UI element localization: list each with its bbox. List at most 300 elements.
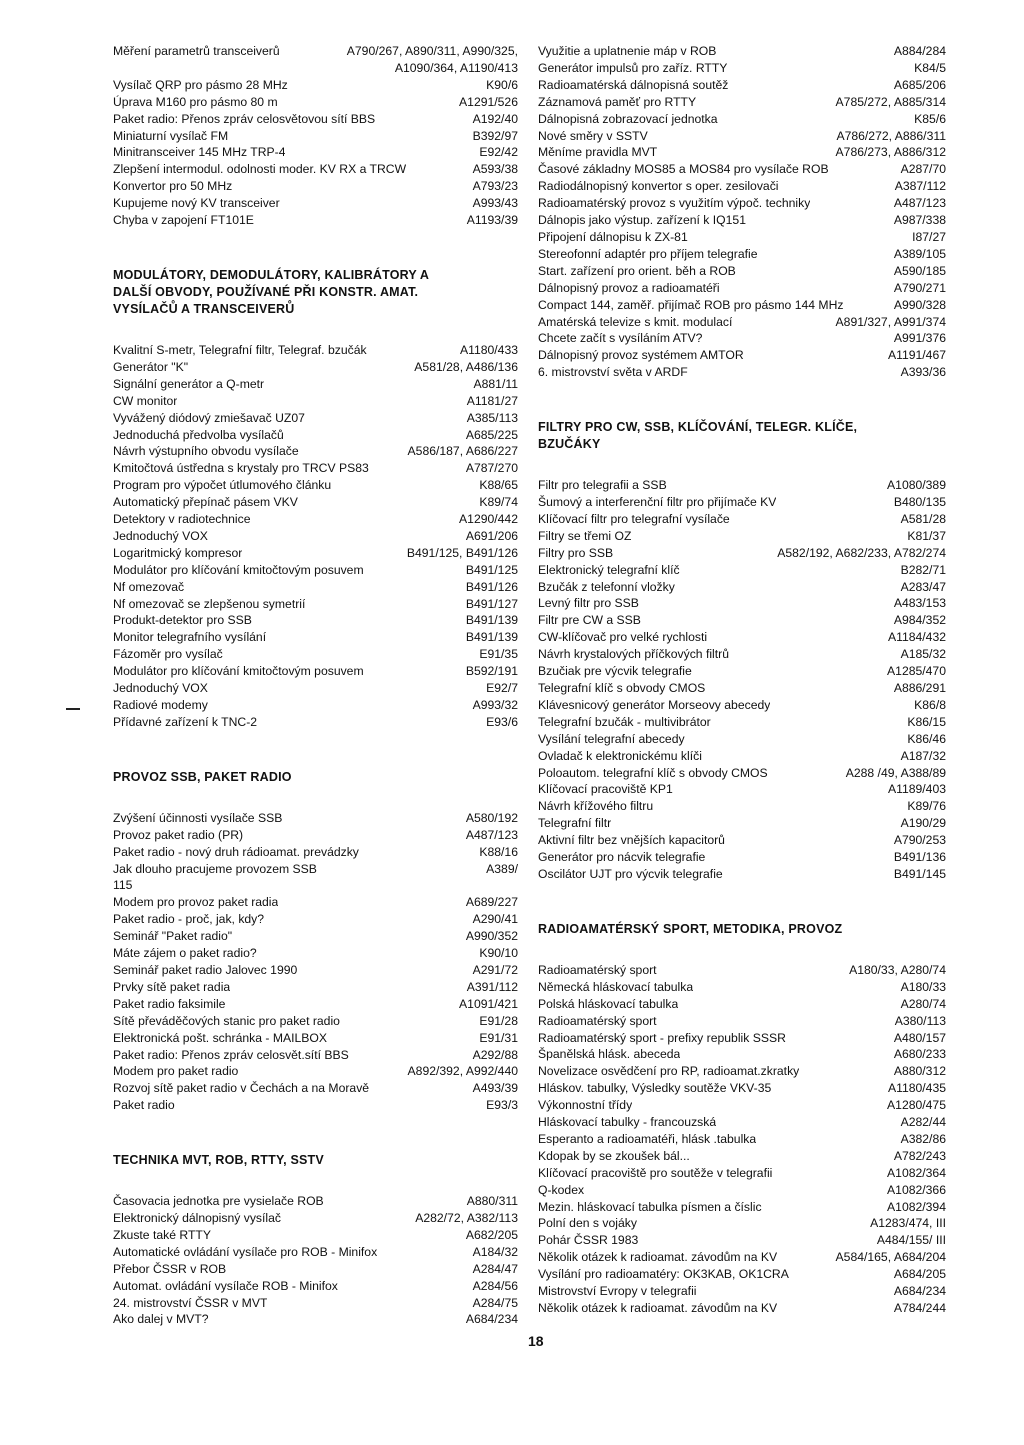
entry-title: Polská hláskovací tabulka [538, 996, 679, 1011]
left-column [113, 43, 518, 1328]
entry-title: Prvky sítě paket radia [113, 979, 231, 994]
entry-title: 24. mistrovství ČSSR v MVT [113, 1295, 268, 1310]
entry-reference: B282/71 [900, 562, 946, 577]
entry-reference: A282/72, A382/113 [415, 1211, 518, 1226]
index-entry [113, 545, 518, 562]
index-entry [113, 697, 518, 714]
index-entry [538, 849, 946, 866]
index-section [113, 769, 518, 1114]
entry-title: CW-klíčovač pro velké rychlosti [538, 630, 708, 645]
entry-reference: K86/8 [914, 697, 946, 712]
index-entry [538, 1215, 946, 1232]
entry-title: Paket radio - proč, jak, kdy? [113, 912, 265, 927]
entry-reference: A790/253 [893, 833, 946, 848]
entry-reference: A282/44 [900, 1115, 946, 1130]
index-entry [538, 511, 946, 528]
index-entry [113, 1013, 518, 1030]
index-entry [113, 477, 518, 494]
index-entry [538, 1148, 946, 1165]
entry-reference: A1184/432 [887, 630, 946, 645]
entry-reference: K85/6 [914, 111, 946, 126]
entry-title: Modulátor pro klíčování kmitočtovým posuvem [113, 562, 364, 577]
index-entry [538, 996, 946, 1013]
entry-reference: A990/352 [465, 929, 518, 944]
entry-title: Poloautom. telegrafní klíč s obvody CMOS [538, 765, 768, 780]
entry-list [538, 962, 946, 1317]
section-heading-line: BZUČÁKY [538, 437, 601, 452]
entry-reference: A290/41 [472, 912, 518, 927]
entry-list [113, 342, 518, 731]
entry-reference: A292/88 [472, 1047, 518, 1062]
entry-title: Polní den s vojáky [538, 1216, 637, 1231]
section-heading-line: PROVOZ SSB, PAKET RADIO [113, 769, 292, 784]
index-entry [538, 714, 946, 731]
entry-title: Telegrafní klíč s obvody CMOS [538, 681, 706, 695]
index-entry [113, 911, 518, 928]
entry-reference: A387/112 [894, 179, 946, 194]
entry-title: Využitie a uplatnenie máp v ROB [538, 44, 717, 58]
entry-title: Výkonnostní třídy [538, 1098, 633, 1113]
entry-title: Radioamatérská dálnopisná soutěž [538, 77, 729, 92]
entry-reference: B392/97 [472, 128, 518, 143]
index-entry [538, 1300, 946, 1317]
entry-title: Dálnopisný provoz systémem AMTOR [538, 348, 744, 363]
entry-title: Automatické ovládání vysílače pro ROB - Minifox [113, 1244, 378, 1259]
entry-title: Logaritmický kompresor [113, 545, 243, 560]
entry-reference: A1082/394 [887, 1199, 946, 1214]
entry-title: Časovacia jednotka pre vysielače ROB [113, 1194, 324, 1209]
entry-title: Seminář "Paket radio" [113, 929, 233, 944]
entry-reference: A790/271 [893, 280, 946, 295]
entry-title: CW monitor [113, 393, 178, 408]
entry-reference: A180/33, A280/74 [849, 962, 946, 977]
index-entry [113, 979, 518, 996]
index-entry [538, 815, 946, 832]
entry-title: Stereofonní adaptér pro příjem telegrafie [538, 246, 758, 261]
index-entry [538, 646, 946, 663]
index-entry [113, 844, 518, 861]
entry-title: Sítě převáděčových stanic pro paket radio [113, 1013, 340, 1028]
right-column [538, 43, 946, 1317]
index-entry [538, 748, 946, 765]
entry-title: Měření parametrů transceiverů [113, 44, 280, 58]
entry-reference: A880/311 [466, 1194, 518, 1209]
entry-title: Chcete začít s vysíláním ATV? [538, 331, 703, 346]
entry-title: Generátor impulsů pro zaříz. RTTY [538, 60, 728, 75]
index-entry [538, 545, 946, 562]
entry-reference: A684/234 [465, 1312, 518, 1327]
entry-reference: A581/28, A486/136 [414, 359, 518, 374]
entry-title: Aktivní filtr bez vnějších kapacitorů [538, 833, 725, 848]
index-entry [113, 460, 518, 477]
entry-reference: A1189/403 [887, 782, 946, 797]
entry-reference: A786/272, A886/311 [836, 128, 946, 143]
entry-reference: A793/23 [472, 179, 518, 194]
entry-title: Filtr pre CW a SSB [538, 613, 641, 628]
entry-reference: A1285/470 [887, 664, 946, 679]
entry-reference: A493/39 [472, 1081, 518, 1096]
entry-title: Paket radio [113, 1098, 175, 1113]
entry-title: Španělská hlásk. abeceda [538, 1047, 681, 1062]
index-entry [538, 731, 946, 748]
entry-title: Bzučiak pre výcvik telegrafie [538, 664, 692, 679]
index-entry [538, 579, 946, 596]
index-entry [113, 562, 518, 579]
section-heading [113, 769, 518, 786]
index-entry [113, 827, 518, 844]
entry-title: Detektory v radiotechnice [113, 512, 251, 527]
section-heading [113, 1152, 518, 1169]
entry-title: 115 [113, 878, 133, 893]
index-entry [113, 427, 518, 444]
entry-title: Německá hláskovací tabulka [538, 979, 694, 994]
index-entry [538, 178, 946, 195]
entry-title: Šumový a interferenční filtr pro přijímače KV [538, 495, 777, 510]
entry-title: Klíčovací filtr pro telegrafní vysílače [538, 511, 730, 526]
entry-reference: B491/145 [893, 866, 946, 881]
index-entry [538, 562, 946, 579]
entry-reference: A385/113 [466, 410, 518, 425]
entry-reference: B491/126 [465, 579, 518, 594]
index-entry [538, 528, 946, 545]
entry-reference: A283/47 [900, 579, 946, 594]
index-entry [113, 393, 518, 410]
index-entry [538, 144, 946, 161]
entry-reference: A682/205 [465, 1227, 518, 1242]
index-entry [113, 1227, 518, 1244]
entry-title: Start. zařízení pro orient. běh a ROB [538, 263, 736, 278]
entry-reference: B592/191 [465, 664, 518, 679]
entry-reference: A291/72 [472, 962, 518, 977]
index-entry [538, 781, 946, 798]
section-heading [113, 267, 518, 318]
index-entry [113, 663, 518, 680]
entry-reference: A586/187, A686/227 [407, 444, 518, 459]
entry-title: Konvertor pro 50 MHz [113, 179, 233, 194]
entry-title: Vysílač QRP pro pásmo 28 MHz [113, 77, 288, 92]
index-entry [113, 945, 518, 962]
index-entry [113, 629, 518, 646]
page-number: 18 [528, 1333, 544, 1349]
entry-title: Modem pro provoz paket radia [113, 895, 279, 910]
entry-title: Elektronický telegrafní klíč [538, 562, 680, 577]
index-entry [113, 60, 518, 77]
index-entry [538, 77, 946, 94]
entry-title: Kvalitní S-metr, Telegrafní filtr, Telegraf. bzučák [113, 342, 367, 357]
entry-title: Měníme pravidla MVT [538, 145, 658, 160]
section-heading-line: DALŠÍ OBVODY, POUŽÍVANÉ PŘI KONSTR. AMAT. [113, 284, 419, 299]
entry-title: Ako dalej v MVT? [113, 1312, 209, 1327]
index-entry [538, 1182, 946, 1199]
index-entry [538, 1080, 946, 1097]
index-entry [538, 94, 946, 111]
entry-reference: A393/36 [900, 365, 946, 380]
entry-reference: A582/192, A682/233, A782/274 [777, 545, 946, 560]
entry-title: Radiové modemy [113, 698, 208, 712]
entry-title: Mistrovství Evropy v telegrafii [538, 1284, 697, 1299]
entry-title: Dálnopisný provoz a radioamatéři [538, 280, 720, 295]
entry-reference: A684/234 [893, 1284, 946, 1299]
entry-title: Jak dlouho pracujeme provozem SSB [113, 861, 317, 876]
entry-list [113, 810, 518, 1114]
entry-reference: A993/43 [472, 196, 518, 211]
index-entry [113, 212, 518, 229]
index-section [113, 43, 518, 229]
entry-reference: A990/328 [893, 297, 946, 312]
entry-reference: A1181/27 [466, 393, 518, 408]
entry-reference: A892/392, A992/440 [407, 1064, 518, 1079]
entry-reference: A1082/366 [887, 1182, 946, 1197]
index-entry [113, 861, 518, 878]
entry-reference: K86/46 [907, 731, 946, 746]
index-entry [113, 1030, 518, 1047]
entry-reference: B491/125, B491/126 [406, 545, 518, 560]
index-entry [113, 1244, 518, 1261]
entry-title: Hláskovací tabulky - francouzská [538, 1115, 717, 1130]
index-entry [538, 962, 946, 979]
entry-reference: K90/6 [486, 77, 518, 92]
entry-reference: K89/74 [479, 495, 518, 510]
entry-reference: A590/185 [893, 263, 946, 278]
index-entry [538, 314, 946, 331]
entry-title: Generátor pro nácvik telegrafie [538, 850, 706, 865]
index-entry [538, 1232, 946, 1249]
entry-reference: A391/112 [466, 979, 518, 994]
entry-title: Několik otázek k radioamat. závodům na KV [538, 1250, 778, 1265]
entry-title: Klíčovací pracoviště pro soutěže v telegrafii [538, 1165, 773, 1180]
entry-title: Jednoduchá předvolba vysílačů [113, 427, 284, 442]
entry-title: Produkt-detektor pro SSB [113, 613, 252, 628]
entry-reference: E93/6 [486, 714, 518, 729]
entry-reference: A784/244 [893, 1301, 946, 1315]
index-entry [113, 579, 518, 596]
entry-title: Časové základny MOS85 a MOS84 pro vysílače ROB [538, 162, 829, 177]
entry-title: Filtry se třemi OZ [538, 528, 632, 543]
index-entry [538, 798, 946, 815]
entry-reference: A1082/364 [887, 1165, 946, 1180]
entry-reference: B491/139 [465, 630, 518, 645]
entry-reference: A984/352 [893, 613, 946, 628]
entry-title: Radioamatérský provoz s využitím výpoč. techniky [538, 196, 811, 211]
index-section [113, 1152, 518, 1328]
index-entry [113, 612, 518, 629]
index-entry [113, 528, 518, 545]
entry-reference: A483/153 [893, 596, 946, 611]
entry-reference: A184/32 [472, 1244, 518, 1259]
entry-title: Fázoměr pro vysílač [113, 647, 223, 662]
entry-reference: A680/233 [893, 1047, 946, 1062]
entry-title: Miniaturní vysílač FM [113, 128, 229, 143]
index-entry [113, 962, 518, 979]
entry-reference: K89/76 [907, 799, 946, 814]
index-entry [113, 1278, 518, 1295]
entry-list [538, 477, 946, 883]
index-entry [113, 1097, 518, 1114]
entry-reference: A685/225 [465, 427, 518, 442]
entry-reference: A487/123 [893, 196, 946, 211]
section-heading-line: TECHNIKA MVT, ROB, RTTY, SSTV [113, 1153, 324, 1168]
index-entry [113, 94, 518, 111]
section-heading [538, 921, 946, 938]
entry-reference: A487/123 [465, 827, 518, 842]
index-entry [113, 178, 518, 195]
index-entry [113, 128, 518, 145]
index-section [113, 267, 518, 731]
entry-title: Rozvoj sítě paket radio v Čechách a na Moravě [113, 1081, 370, 1096]
entry-reference: A190/29 [900, 816, 946, 831]
index-entry [113, 494, 518, 511]
entry-title: Bzučák z telefonní vložky [538, 579, 675, 594]
entry-reference: E91/31 [479, 1030, 518, 1045]
index-entry [538, 212, 946, 229]
entry-title: Seminář paket radio Jalovec 1990 [113, 962, 298, 977]
entry-reference: A593/38 [472, 162, 518, 177]
entry-reference: A284/75 [472, 1295, 518, 1310]
entry-reference: K88/16 [479, 844, 518, 859]
entry-title: Automat. ovládání vysílače ROB - Minifox [113, 1278, 338, 1293]
index-entry [113, 43, 518, 60]
index-entry [538, 1063, 946, 1080]
entry-title: Záznamová paměť pro RTTY [538, 94, 697, 109]
entry-reference: A684/205 [893, 1267, 946, 1282]
index-entry [113, 680, 518, 697]
entry-title: Paket radio faksimile [113, 996, 226, 1011]
index-entry [113, 928, 518, 945]
entry-title: Návrh krystalových příčkových filtrů [538, 647, 729, 662]
index-entry [538, 595, 946, 612]
entry-reference: A580/192 [465, 810, 518, 825]
index-section [538, 43, 946, 381]
index-entry [113, 410, 518, 427]
index-entry [113, 646, 518, 663]
entry-reference: A787/270 [465, 461, 518, 476]
entry-title: Telegrafní bzučák - multivibrátor [538, 714, 711, 729]
entry-reference: A185/32 [900, 647, 946, 662]
entry-reference: A782/243 [893, 1148, 946, 1163]
entry-reference: A691/206 [465, 528, 518, 543]
index-entry [113, 877, 518, 894]
index-entry [538, 680, 946, 697]
entry-title: Radioamatérský sport [538, 962, 657, 977]
index-entry [538, 697, 946, 714]
entry-title: Telegrafní filtr [538, 816, 612, 831]
entry-title: Paket radio: Přenos zpráv celosvětovou sítí BBS [113, 111, 376, 126]
entry-title: Dálnopis jako výstup. zařízení k IQ151 [538, 213, 746, 228]
entry-reference: A288 /49, A388/89 [845, 765, 946, 780]
index-entry [538, 1114, 946, 1131]
index-entry [538, 1097, 946, 1114]
entry-title: Modem pro paket radio [113, 1064, 239, 1079]
index-entry [538, 979, 946, 996]
entry-reference: A1090/364, A1190/413 [394, 60, 518, 75]
index-entry [538, 866, 946, 883]
entry-title: Compact 144, zaměř. přijímač ROB pro pásmo 144 MHz [538, 297, 844, 312]
entry-title: Radioamatérský sport - prefixy republik SSSR [538, 1030, 786, 1045]
index-entry [538, 477, 946, 494]
entry-reference: A1290/442 [459, 512, 518, 527]
index-entry [113, 359, 518, 376]
entry-title: Klávesnicový generátor Morseovy abecedy [538, 697, 771, 712]
entry-title: Několik otázek k radioamat. závodům na KV [538, 1301, 778, 1315]
index-entry [538, 60, 946, 77]
section-heading-line: RADIOAMATÉRSKÝ SPORT, METODIKA, PROVOZ [538, 921, 843, 936]
index-entry [113, 996, 518, 1013]
index-entry [538, 195, 946, 212]
entry-reference: A287/70 [900, 162, 946, 177]
entry-reference: A1180/433 [459, 342, 518, 357]
entry-reference: A881/11 [473, 376, 518, 391]
entry-title: Vysílání pro radioamatéry: OK3KAB, OK1CRA [538, 1267, 789, 1282]
index-entry [538, 280, 946, 297]
index-entry [113, 1261, 518, 1278]
index-entry [538, 297, 946, 314]
entry-title: Paket radio: Přenos zpráv celosvět.sítí BBS [113, 1047, 349, 1062]
entry-reference: A891/327, A991/374 [835, 314, 946, 329]
entry-reference: A380/113 [894, 1013, 946, 1028]
index-entry [113, 195, 518, 212]
entry-title: Kdopak by se zkoušek bál... [538, 1148, 690, 1163]
index-entry [113, 111, 518, 128]
index-section [538, 419, 946, 883]
entry-title: Pohár ČSSR 1983 [538, 1233, 639, 1248]
index-entry [113, 443, 518, 460]
entry-reference: A389/ [486, 861, 518, 876]
entry-reference: K90/10 [479, 946, 518, 961]
index-entry [538, 1013, 946, 1030]
entry-title: Provoz paket radio (PR) [113, 827, 244, 842]
entry-title: 6. mistrovství světa v ARDF [538, 365, 688, 380]
section-heading-line: FILTRY PRO CW, SSB, KLÍČOVÁNÍ, TELEGR. KLÍČE, [538, 420, 858, 435]
index-entry [113, 1193, 518, 1210]
entry-title: Vyvážený diódový zmiešavač UZ07 [113, 410, 305, 425]
index-entry [538, 1199, 946, 1216]
entry-reference: E91/28 [479, 1013, 518, 1028]
entry-title: Minitransceiver 145 MHz TRP-4 [113, 145, 286, 160]
entry-reference: B491/127 [465, 596, 518, 611]
index-entry [538, 347, 946, 364]
index-entry [538, 629, 946, 646]
entry-reference: A884/284 [893, 44, 946, 58]
entry-reference: A685/206 [893, 77, 946, 92]
entry-title: Hláskov. tabulky, Výsledky soutěže VKV-35 [538, 1081, 772, 1096]
entry-title: Přebor ČSSR v ROB [113, 1261, 227, 1276]
margin-mark [66, 708, 80, 710]
entry-reference: A382/86 [900, 1131, 946, 1146]
entry-title: Nf omezovač [113, 579, 185, 594]
entry-title: Amatérská televize s kmit. modulací [538, 314, 733, 329]
entry-title: Novelizace osvědčení pro RP, radioamat.zkratky [538, 1064, 800, 1079]
entry-title: Elektronický dálnopisný vysílač [113, 1211, 281, 1226]
index-entry [538, 1046, 946, 1063]
entry-reference: A584/165, A684/204 [835, 1250, 946, 1265]
entry-title: Filtry pro SSB [538, 545, 614, 560]
index-entry [113, 161, 518, 178]
entry-reference: I87/27 [912, 229, 946, 244]
entry-reference: A1091/421 [459, 996, 518, 1011]
entry-reference: A1080/389 [887, 478, 946, 493]
entry-title: Radioamatérský sport [538, 1013, 657, 1028]
entry-title: Mezin. hláskovací tabulka písmen a číslic [538, 1199, 762, 1214]
entry-reference: A187/32 [900, 748, 946, 763]
entry-reference: A284/56 [472, 1278, 518, 1293]
entry-reference: A886/291 [893, 681, 946, 695]
index-entry [538, 128, 946, 145]
entry-title: Jednoduchý VOX [113, 681, 208, 696]
index-entry [538, 263, 946, 280]
entry-title: Generátor "K" [113, 359, 189, 374]
entry-reference: A484/155/ III [876, 1233, 946, 1248]
index-entry [113, 376, 518, 393]
